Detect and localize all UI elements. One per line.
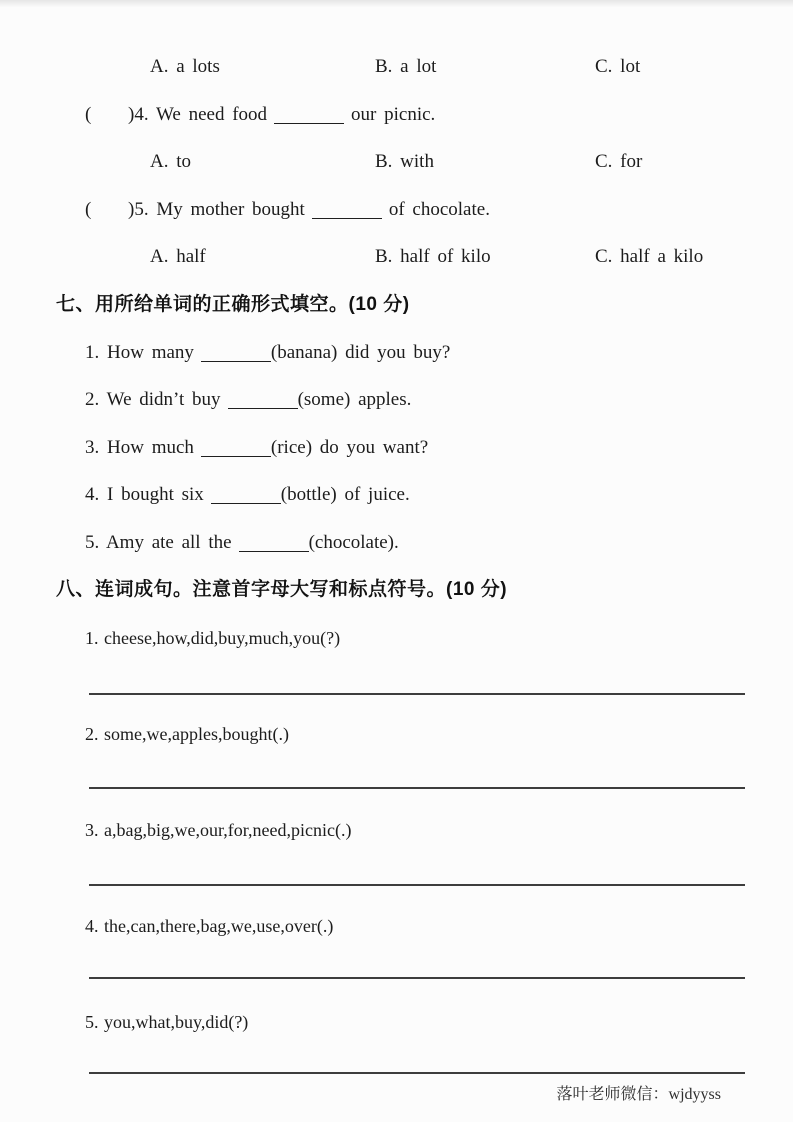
item-text-before: Amy ate all the — [105, 532, 232, 553]
word-list: cheese,how,did,buy,much,you(?) — [104, 628, 341, 648]
scan-edge-shading — [0, 0, 793, 7]
sentence-item-1 — [85, 626, 340, 650]
item-text-before: We didn’t buy — [106, 389, 221, 410]
item-number: 1. — [85, 628, 99, 648]
item-number: 2. — [85, 389, 100, 410]
question-number: )4. — [128, 104, 149, 125]
item-text-after: apples. — [358, 389, 412, 410]
mc-q3-option-a: A. a lots — [150, 56, 220, 77]
teacher-wechat-note: 落叶老师微信：wjdyyss — [556, 1086, 721, 1103]
answer-paren: ( — [85, 104, 92, 125]
item-text-after: do you want? — [319, 437, 429, 458]
answer-blank — [211, 484, 281, 504]
sentence-item-5 — [85, 1010, 248, 1034]
mc-q5-option-b: B. half of kilo — [375, 246, 491, 267]
item-number: 2. — [85, 724, 99, 744]
section-seven-heading: 七、用所给单词的正确形式填空。(10 分) — [56, 294, 410, 315]
item-number: 3. — [85, 820, 99, 840]
answer-line — [89, 787, 745, 789]
answer-blank — [239, 532, 309, 552]
item-text-before: How much — [107, 437, 194, 458]
mc-q5-option-a: A. half — [150, 246, 206, 267]
fill-blank-item-2 — [85, 388, 411, 412]
answer-blank — [201, 437, 271, 457]
word-list: the,can,there,bag,we,use,over(.) — [104, 916, 334, 936]
answer-line — [89, 693, 745, 695]
sentence-item-3 — [85, 818, 351, 842]
item-number: 3. — [85, 437, 100, 458]
item-number: 4. — [85, 484, 100, 505]
answer-line — [89, 884, 745, 886]
mc-q4-option-a: A. to — [150, 151, 191, 172]
stem-text-before: We need food — [156, 104, 268, 125]
stem-text-before: My mother bought — [156, 199, 305, 220]
mc-q4-option-c: C. for — [595, 151, 643, 172]
item-number: 1. — [85, 342, 100, 363]
question-number: )5. — [128, 199, 149, 220]
word-hint: (rice) — [270, 437, 313, 458]
item-text-after: of juice. — [344, 484, 410, 505]
mc-q3-option-c: C. lot — [595, 56, 641, 77]
section-eight-heading: 八、连词成句。注意首字母大写和标点符号。(10 分) — [56, 579, 508, 600]
fill-blank-item-1 — [85, 341, 450, 365]
answer-line — [89, 1072, 745, 1074]
answer-blank — [312, 199, 382, 219]
sentence-item-2 — [85, 722, 289, 746]
word-list: a,bag,big,we,our,for,need,picnic(.) — [104, 820, 352, 840]
answer-blank — [201, 342, 271, 362]
word-list: some,we,apples,bought(.) — [104, 724, 289, 744]
sentence-item-4 — [85, 914, 333, 938]
word-hint: (some) — [297, 389, 351, 410]
item-text-after: did you buy? — [345, 342, 451, 363]
item-number: 5. — [85, 532, 100, 553]
answer-paren: ( — [85, 199, 92, 220]
stem-text-after: our picnic. — [351, 104, 436, 125]
item-text-before: I bought six — [107, 484, 204, 505]
mc-q4-option-b: B. with — [375, 151, 434, 172]
word-hint: (bottle) — [280, 484, 337, 505]
word-list: you,what,buy,did(?) — [104, 1012, 249, 1032]
stem-text-after: of chocolate. — [388, 199, 490, 220]
answer-blank — [228, 389, 298, 409]
item-number: 5. — [85, 1012, 99, 1032]
mc-q5-option-c: C. half a kilo — [595, 246, 704, 267]
word-hint: (chocolate). — [308, 532, 399, 553]
item-text-before: How many — [107, 342, 194, 363]
mc-q5-stem — [85, 198, 490, 222]
fill-blank-item-5 — [85, 531, 399, 555]
answer-blank — [274, 104, 344, 124]
word-hint: (banana) — [270, 342, 338, 363]
fill-blank-item-4 — [85, 483, 410, 507]
answer-line — [89, 977, 745, 979]
mc-q3-option-b: B. a lot — [375, 56, 437, 77]
mc-q4-stem — [85, 103, 435, 127]
fill-blank-item-3 — [85, 436, 428, 460]
item-number: 4. — [85, 916, 99, 936]
